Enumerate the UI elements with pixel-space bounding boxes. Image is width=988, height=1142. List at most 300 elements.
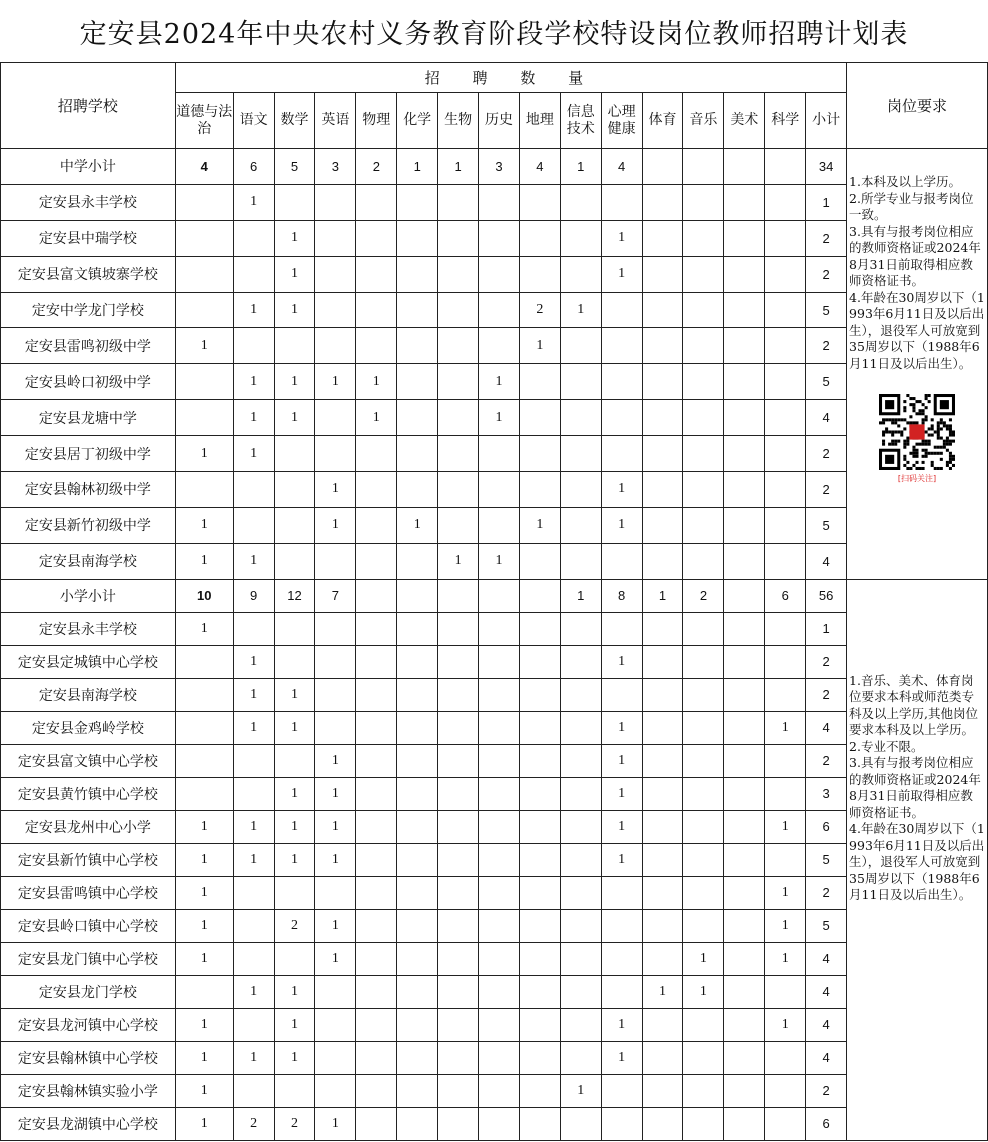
school-name: 定安县中瑞学校 [1, 220, 176, 256]
quota-cell [438, 744, 479, 777]
requirement-item: 2.专业不限。 [849, 738, 924, 754]
quota-cell [765, 328, 806, 364]
quota-cell [601, 942, 642, 975]
quota-cell [683, 843, 724, 876]
quota-cell [438, 364, 479, 400]
subtotal-cell [724, 579, 765, 612]
header-subject: 历史 [479, 93, 520, 149]
subtotal-cell [519, 579, 560, 612]
quota-cell [274, 184, 315, 220]
quota-cell [438, 292, 479, 328]
quota-cell: 1 [274, 256, 315, 292]
quota-cell [479, 1008, 520, 1041]
quota-cell [642, 472, 683, 508]
quota-cell [479, 645, 520, 678]
school-name: 定安县雷鸣初级中学 [1, 328, 176, 364]
quota-cell [519, 400, 560, 436]
table-row [1, 1107, 988, 1140]
header-subject: 音乐 [683, 93, 724, 149]
requirement-item: 3.具有与报考岗位相应的教师资格证或2024年8月31日前取得相应教师资格证书。 [849, 223, 981, 288]
quota-cell [683, 472, 724, 508]
quota-cell: 1 [601, 256, 642, 292]
quota-cell: 1 [315, 1107, 356, 1140]
quota-cell [438, 678, 479, 711]
quota-cell [519, 1074, 560, 1107]
quota-cell [233, 328, 274, 364]
quota-cell [765, 292, 806, 328]
quota-cell [274, 1074, 315, 1107]
quota-cell: 1 [479, 364, 520, 400]
quota-cell [479, 942, 520, 975]
table-row [1, 292, 988, 328]
quota-cell [560, 612, 601, 645]
quota-cell [233, 256, 274, 292]
quota-cell [724, 543, 765, 579]
quota-cell [601, 400, 642, 436]
quota-cell [175, 364, 233, 400]
quota-cell [274, 876, 315, 909]
header-subject: 科学 [765, 93, 806, 149]
quota-cell [519, 543, 560, 579]
header-subject: 地理 [519, 93, 560, 149]
header-subject: 物理 [356, 93, 397, 149]
requirement-item: 3.具有与报考岗位相应的教师资格证或2024年8月31日前取得相应教师资格证书。 [849, 755, 981, 820]
row-total: 3 [806, 777, 847, 810]
recruitment-plan-table [0, 62, 988, 1141]
quota-cell [519, 612, 560, 645]
quota-cell [683, 400, 724, 436]
quota-cell [175, 777, 233, 810]
quota-cell: 1 [233, 400, 274, 436]
quota-cell: 1 [601, 711, 642, 744]
quota-cell [356, 612, 397, 645]
quota-cell: 1 [175, 909, 233, 942]
quota-cell [642, 364, 683, 400]
quota-cell [479, 184, 520, 220]
quota-cell [438, 184, 479, 220]
quota-cell [175, 645, 233, 678]
quota-cell [642, 1107, 683, 1140]
quota-cell: 1 [274, 711, 315, 744]
quota-cell [683, 1008, 724, 1041]
subtotal-cell: 2 [683, 579, 724, 612]
school-name: 定安县龙湖镇中心学校 [1, 1107, 176, 1140]
quota-cell [642, 678, 683, 711]
quota-cell [560, 436, 601, 472]
quota-cell [175, 678, 233, 711]
quota-cell: 1 [175, 1107, 233, 1140]
quota-cell: 1 [315, 942, 356, 975]
quota-cell: 1 [233, 292, 274, 328]
quota-cell [397, 1041, 438, 1074]
quota-cell [356, 1074, 397, 1107]
quota-cell [724, 975, 765, 1008]
quota-cell [175, 292, 233, 328]
quota-cell [315, 876, 356, 909]
quota-cell [438, 975, 479, 1008]
quota-cell [683, 744, 724, 777]
quota-cell [356, 777, 397, 810]
quota-cell [519, 777, 560, 810]
quota-cell: 1 [233, 436, 274, 472]
quota-cell [601, 328, 642, 364]
quota-cell [315, 612, 356, 645]
quota-cell: 1 [601, 220, 642, 256]
quota-cell [724, 400, 765, 436]
quota-cell [601, 678, 642, 711]
quota-cell [683, 1107, 724, 1140]
quota-cell: 2 [274, 1107, 315, 1140]
quota-cell [356, 292, 397, 328]
quota-cell [765, 543, 806, 579]
quota-cell [233, 744, 274, 777]
quota-cell [175, 975, 233, 1008]
quota-cell [397, 1074, 438, 1107]
quota-cell [356, 909, 397, 942]
quota-cell [724, 810, 765, 843]
quota-cell [479, 256, 520, 292]
quota-cell [397, 678, 438, 711]
quota-cell [397, 292, 438, 328]
header-group: 招 聘 数 量 [175, 63, 846, 93]
table-row [1, 678, 988, 711]
quota-cell [356, 220, 397, 256]
quota-cell: 1 [233, 678, 274, 711]
quota-cell [479, 810, 520, 843]
header-requirements: 岗位要求 [847, 63, 988, 149]
quota-cell: 1 [560, 1074, 601, 1107]
quota-cell: 1 [274, 400, 315, 436]
subtotal-cell: 1 [438, 149, 479, 185]
subtotal-cell: 6 [233, 149, 274, 185]
quota-cell [397, 364, 438, 400]
quota-cell [601, 543, 642, 579]
quota-cell [724, 678, 765, 711]
quota-cell [479, 1041, 520, 1074]
quota-cell [479, 975, 520, 1008]
quota-cell [519, 942, 560, 975]
quota-cell [724, 777, 765, 810]
quota-cell [438, 843, 479, 876]
header-subject: 语文 [233, 93, 274, 149]
quota-cell [519, 876, 560, 909]
quota-cell [519, 472, 560, 508]
quota-cell [175, 711, 233, 744]
quota-cell [724, 876, 765, 909]
quota-cell [274, 942, 315, 975]
quota-cell: 2 [274, 909, 315, 942]
quota-cell [601, 184, 642, 220]
quota-cell [479, 876, 520, 909]
row-total: 2 [806, 328, 847, 364]
quota-cell [642, 843, 683, 876]
quota-cell: 1 [233, 184, 274, 220]
table-row [1, 328, 988, 364]
quota-cell [356, 543, 397, 579]
subtotal-cell: 10 [175, 579, 233, 612]
quota-cell [724, 184, 765, 220]
quota-cell [560, 364, 601, 400]
quota-cell: 1 [175, 612, 233, 645]
quota-cell [175, 472, 233, 508]
quota-cell [642, 711, 683, 744]
quota-cell [765, 678, 806, 711]
quota-cell: 1 [438, 543, 479, 579]
quota-cell [397, 1107, 438, 1140]
quota-cell [175, 256, 233, 292]
quota-cell: 1 [175, 1008, 233, 1041]
quota-cell [397, 744, 438, 777]
quota-cell [315, 678, 356, 711]
school-name: 定安县岭口镇中心学校 [1, 909, 176, 942]
row-total: 4 [806, 711, 847, 744]
table-row [1, 942, 988, 975]
quota-cell: 1 [642, 975, 683, 1008]
quota-cell [274, 744, 315, 777]
quota-cell [765, 220, 806, 256]
quota-cell [642, 1074, 683, 1107]
row-total: 5 [806, 364, 847, 400]
quota-cell [765, 1107, 806, 1140]
subtotal-cell [724, 149, 765, 185]
quota-cell [315, 975, 356, 1008]
quota-cell [479, 612, 520, 645]
quota-cell [438, 1074, 479, 1107]
quota-cell [642, 909, 683, 942]
row-total: 2 [806, 678, 847, 711]
quota-cell: 1 [479, 543, 520, 579]
header-subject: 美术 [724, 93, 765, 149]
quota-cell [642, 942, 683, 975]
quota-cell: 1 [356, 400, 397, 436]
quota-cell: 1 [233, 843, 274, 876]
quota-cell [315, 220, 356, 256]
quota-cell [519, 1008, 560, 1041]
quota-cell: 2 [519, 292, 560, 328]
row-total: 2 [806, 220, 847, 256]
quota-cell [315, 292, 356, 328]
quota-cell [479, 436, 520, 472]
school-name: 定安县翰林初级中学 [1, 472, 176, 508]
quota-cell: 1 [175, 543, 233, 579]
quota-cell [560, 876, 601, 909]
quota-cell [560, 543, 601, 579]
quota-cell [601, 364, 642, 400]
quota-cell [274, 328, 315, 364]
quota-cell [315, 1041, 356, 1074]
row-total: 5 [806, 507, 847, 543]
quota-cell [397, 777, 438, 810]
quota-cell: 1 [175, 843, 233, 876]
quota-cell [724, 472, 765, 508]
table-row [1, 256, 988, 292]
quota-cell: 1 [274, 678, 315, 711]
quota-cell: 1 [601, 810, 642, 843]
quota-cell [438, 1041, 479, 1074]
row-total: 2 [806, 472, 847, 508]
row-total: 2 [806, 1074, 847, 1107]
quota-cell [438, 777, 479, 810]
quota-cell: 1 [519, 507, 560, 543]
requirement-item: 1.本科及以上学历。 [849, 174, 961, 189]
table-row [1, 777, 988, 810]
quota-cell [642, 400, 683, 436]
quota-cell: 1 [233, 711, 274, 744]
quota-cell [356, 876, 397, 909]
row-total: 2 [806, 744, 847, 777]
quota-cell [397, 876, 438, 909]
quota-cell [274, 645, 315, 678]
quota-cell [356, 256, 397, 292]
quota-cell [683, 612, 724, 645]
quota-cell [356, 711, 397, 744]
school-name: 定安县岭口初级中学 [1, 364, 176, 400]
quota-cell [397, 645, 438, 678]
quota-cell [683, 678, 724, 711]
quota-cell: 1 [274, 843, 315, 876]
quota-cell [724, 843, 765, 876]
table-row [1, 612, 988, 645]
subtotal-cell [683, 149, 724, 185]
quota-cell [642, 1008, 683, 1041]
quota-cell: 1 [765, 1008, 806, 1041]
quota-cell [479, 472, 520, 508]
quota-cell: 1 [233, 645, 274, 678]
school-name: 定安县富文镇中心学校 [1, 744, 176, 777]
quota-cell [397, 975, 438, 1008]
quota-cell [519, 436, 560, 472]
quota-cell [479, 507, 520, 543]
quota-cell [642, 543, 683, 579]
quota-cell [479, 1074, 520, 1107]
school-name: 定安县龙州中心小学 [1, 810, 176, 843]
row-total: 2 [806, 256, 847, 292]
subtotal-cell: 4 [519, 149, 560, 185]
quota-cell: 1 [175, 1074, 233, 1107]
quota-cell: 1 [315, 810, 356, 843]
quota-cell [642, 876, 683, 909]
subtotal-row [1, 579, 988, 612]
header-subject: 体育 [642, 93, 683, 149]
quota-cell [397, 400, 438, 436]
table-row [1, 975, 988, 1008]
quota-cell [519, 1041, 560, 1074]
school-name: 定安县金鸡岭学校 [1, 711, 176, 744]
quota-cell [724, 1074, 765, 1107]
subtotal-cell: 1 [560, 579, 601, 612]
quota-cell: 1 [683, 975, 724, 1008]
quota-cell [438, 876, 479, 909]
table-row [1, 543, 988, 579]
quota-cell [560, 678, 601, 711]
quota-cell: 1 [601, 645, 642, 678]
quota-cell [233, 777, 274, 810]
table-row [1, 843, 988, 876]
quota-cell [438, 436, 479, 472]
quota-cell [397, 220, 438, 256]
quota-cell: 1 [175, 328, 233, 364]
quota-cell [397, 1008, 438, 1041]
header-subject: 英语 [315, 93, 356, 149]
quota-cell: 1 [175, 507, 233, 543]
quota-cell [274, 612, 315, 645]
subtotal-cell: 4 [601, 149, 642, 185]
school-name: 定安县新竹初级中学 [1, 507, 176, 543]
subtotal-cell: 3 [479, 149, 520, 185]
quota-cell [479, 909, 520, 942]
subtotal-label: 中学小计 [1, 149, 176, 185]
quota-cell [765, 612, 806, 645]
quota-cell: 1 [175, 942, 233, 975]
header-school: 招聘学校 [1, 63, 176, 149]
quota-cell [724, 612, 765, 645]
quota-cell [765, 975, 806, 1008]
quota-cell [479, 711, 520, 744]
quota-cell: 1 [274, 975, 315, 1008]
quota-cell: 1 [601, 777, 642, 810]
header-subject: 心理 健康 [601, 93, 642, 149]
quota-cell [233, 472, 274, 508]
quota-cell [560, 909, 601, 942]
row-total: 2 [806, 436, 847, 472]
quota-cell [683, 507, 724, 543]
quota-cell [519, 744, 560, 777]
quota-cell [397, 543, 438, 579]
quota-cell [642, 507, 683, 543]
header-subject: 生物 [438, 93, 479, 149]
quota-cell [519, 220, 560, 256]
quota-cell [315, 645, 356, 678]
subtotal-cell: 1 [560, 149, 601, 185]
quota-cell [479, 777, 520, 810]
subtotal-cell: 2 [356, 149, 397, 185]
quota-cell [519, 364, 560, 400]
quota-cell [315, 400, 356, 436]
quota-cell [519, 711, 560, 744]
quota-cell [438, 645, 479, 678]
requirements-cell [847, 579, 988, 1140]
requirement-item: 2.所学专业与报考岗位一致。 [849, 190, 974, 222]
qr-code [849, 394, 985, 488]
row-total: 5 [806, 292, 847, 328]
quota-cell [765, 645, 806, 678]
quota-cell [397, 328, 438, 364]
quota-cell [438, 711, 479, 744]
quota-cell [356, 678, 397, 711]
quota-cell [315, 256, 356, 292]
school-name: 定安县翰林镇实验小学 [1, 1074, 176, 1107]
quota-cell [765, 364, 806, 400]
quota-cell [683, 184, 724, 220]
quota-cell [175, 220, 233, 256]
quota-cell [683, 777, 724, 810]
subtotal-cell [438, 579, 479, 612]
quota-cell [724, 645, 765, 678]
school-name: 定安县龙门镇中心学校 [1, 942, 176, 975]
quota-cell: 1 [315, 472, 356, 508]
quota-cell [175, 184, 233, 220]
quota-cell: 1 [601, 1008, 642, 1041]
quota-cell [356, 1107, 397, 1140]
quota-cell: 1 [233, 810, 274, 843]
subtotal-row [1, 149, 988, 185]
quota-cell [397, 472, 438, 508]
school-name: 定安县龙塘中学 [1, 400, 176, 436]
subtotal-cell [397, 579, 438, 612]
row-total: 6 [806, 810, 847, 843]
table-row [1, 184, 988, 220]
requirement-item: 1.音乐、美术、体育岗位要求本科或师范类专科及以上学历,其他岗位要求本科及以上学历。 [849, 672, 979, 738]
